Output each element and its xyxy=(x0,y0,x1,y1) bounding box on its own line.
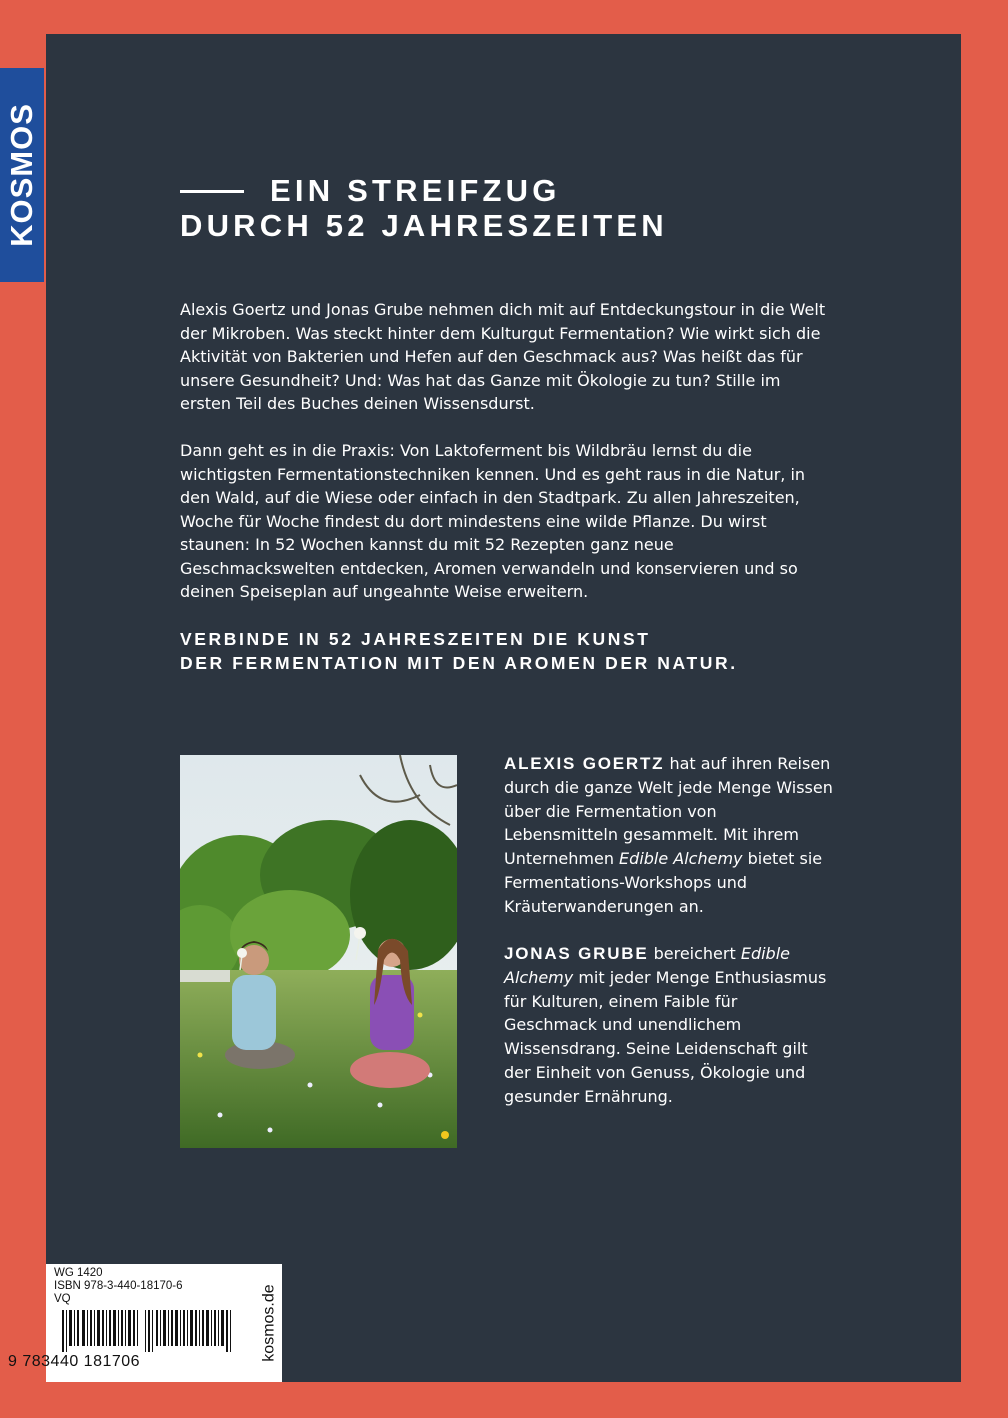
bio-jonas xyxy=(504,942,834,1109)
barcode-code: VQ xyxy=(54,1293,71,1305)
barcode-meta xyxy=(54,1267,183,1306)
bio-jonas-text-2: mit jeder Menge Enthusiasmus für Kulturen, einem Faible für Geschmack und unendlichem Wissensdrang. Seine Leidenschaft gilt der Einheit von Genuss, Ökologie und gesunder Ernährung. xyxy=(504,967,827,1106)
website-strip xyxy=(258,1264,282,1382)
bio-alexis-text-1: hat auf ihren Reisen durch die ganze Welt jede Menge Wissen über die Fermentation von Lebensmitteln gesammelt. Mit ihrem Unternehmen xyxy=(504,754,833,869)
bio-jonas-text-1: bereichert xyxy=(648,944,741,963)
headline-line-2: DURCH 52 JAHRESZEITEN xyxy=(180,208,668,243)
headline-line-1: EIN STREIFZUG xyxy=(270,173,561,208)
author-name-alexis: ALEXIS GOERTZ xyxy=(504,754,665,773)
kosmos-logo xyxy=(0,68,44,282)
website-url[interactable]: kosmos.de xyxy=(261,1284,278,1362)
bio-alexis xyxy=(504,752,834,919)
headline-rule xyxy=(180,190,244,193)
barcode-digits: 9 783440 181706 xyxy=(8,1353,141,1370)
tagline xyxy=(180,628,738,675)
bio-alexis-company: Edible Alchemy xyxy=(619,849,743,869)
intro-paragraph-2: Dann geht es in die Praxis: Von Laktoferment bis Wildbräu lernst du die wichtigsten Fermentationstechniken kennen. Und es geht raus in die Natur, in den Wald, auf die Wiese oder einfach in den Stadtpark. Zu allen Jahreszeiten, Woche für Woche findest du dort mindestens eine wilde Pflanze. Du wirst staunen: In 52 Wochen kannst du mit 52 Rezepten ganz neue Geschmackswelten entdecken, Aromen verwandeln und konservieren und so deinen Speiseplan auf ungeahnte Weise erweitern. xyxy=(180,441,806,601)
bio-jonas-company: Edible Alchemy xyxy=(504,944,790,987)
authors-photo xyxy=(180,755,457,1148)
barcode-isbn: ISBN 978-3-440-18170-6 xyxy=(54,1280,183,1292)
tagline-line-1: VERBINDE IN 52 JAHRESZEITEN DIE KUNST xyxy=(180,629,651,649)
author-name-jonas: JONAS GRUBE xyxy=(504,944,649,963)
tagline-line-2: DER FERMENTATION MIT DEN AROMEN DER NATUR. xyxy=(180,652,738,673)
headline xyxy=(180,173,668,243)
barcode-wg: WG 1420 xyxy=(54,1267,103,1279)
kosmos-logo-text: KOSMOS xyxy=(4,103,40,247)
intro-paragraph-1: Alexis Goertz und Jonas Grube nehmen dich mit auf Entdeckungstour in die Welt der Mikroben. Was steckt hinter dem Kulturgut Fermentation? Wie wirkt sich die Aktivität von Bakterien und Hefen auf den Geschmack aus? Was heißt das für unsere Gesundheit? Und: Was hat das Ganze mit Ökologie zu tun? Stille im ersten Teil des Buches deinen Wissensdurst. xyxy=(180,300,826,413)
barcode-graphic xyxy=(52,1310,252,1352)
bio-alexis-text-2: bietet sie Fermentations-Workshops und Kräuterwanderungen an. xyxy=(504,849,823,916)
